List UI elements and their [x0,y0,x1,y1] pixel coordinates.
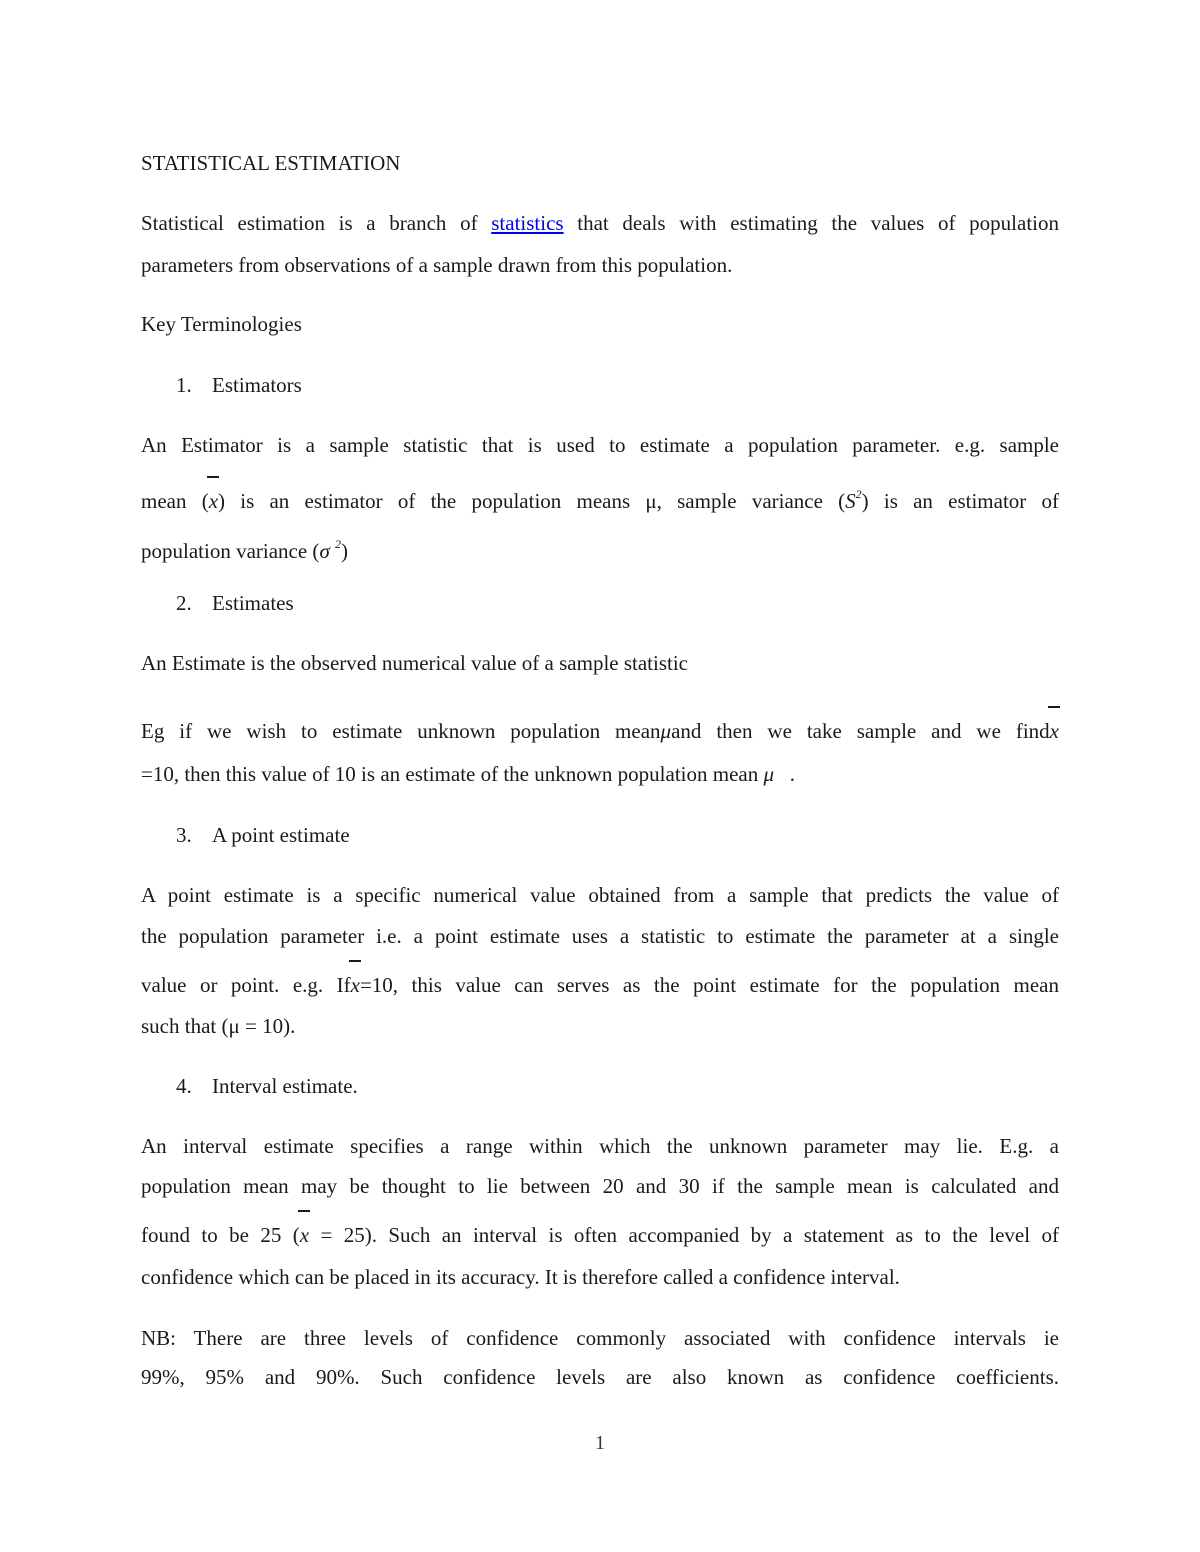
text: ). Such an interval is often accompanied by a statement as to the level of [364,1223,1059,1247]
x-bar-symbol [300,1222,309,1248]
intro-text: Statistical estimation is a branch of [141,211,492,235]
estimate-definition: An Estimate is the observed numerical value of a sample statistic [141,651,689,675]
list-label: Estimates [212,591,294,615]
symbol-text: x [350,973,360,997]
point-line-4: such that (μ = 10). [141,1014,296,1038]
list-item-interval-estimate [176,1073,358,1099]
x-bar-symbol [1050,718,1059,744]
interval-line-1: An interval estimate specifies a range within which the unknown parameter may lie. E.g. a [141,1134,1059,1158]
text: and then we take sample and we find [671,719,1050,743]
interval-line-3 [141,1222,1059,1248]
s-squared-symbol [845,481,862,514]
nb-line-2: 99%, 95% and 90%. Such confidence levels are also known as confidence coefficients. [141,1365,1059,1389]
symbol-text: x [299,1223,310,1247]
estimate-example-line-2 [141,761,1059,787]
text: found to be 25 ( [141,1223,300,1247]
x-bar-symbol [351,972,360,998]
list-number: 4. [176,1074,192,1098]
symbol-text: x [208,489,219,513]
text: ) is an estimator of the population means μ, sample variance ( [218,489,846,513]
text: value or point. e.g. If [141,973,351,997]
page-number: 1 [595,1432,605,1454]
list-label: Estimators [212,373,302,397]
exponent: 2 [335,537,342,551]
text: mean ( [141,489,209,513]
sigma-squared-symbol [319,531,341,564]
list-item-point-estimate [176,822,350,848]
point-line-3 [141,972,1059,998]
list-label: A point estimate [212,823,350,847]
estimator-line-3 [141,531,1059,564]
list-number: 3. [176,823,192,847]
text: Eg if we wish to estimate unknown population mean [141,719,661,743]
estimate-example-line-1 [141,718,1059,744]
list-item-estimators [176,372,302,398]
symbol-text: σ [319,539,330,563]
list-number: 2. [176,591,192,615]
mu-symbol: μ [763,762,775,786]
point-line-1: A point estimate is a specific numerical value obtained from a sample that predicts the value of [141,883,1059,907]
equation-text: = 25 [309,1223,365,1247]
text: population variance ( [141,539,320,563]
list-label: Interval estimate. [212,1074,358,1098]
mu-symbol: μ [660,719,672,743]
interval-line-4: confidence which can be placed in its accuracy. It is therefore called a confidence interval. [141,1265,900,1289]
text: ) is an estimator of [861,489,1059,513]
exponent: 2 [855,487,862,501]
list-item-estimates [176,590,294,616]
intro-line-2: parameters from observations of a sample drawn from this population. [141,253,733,277]
statistics-link[interactable]: statistics [491,211,564,235]
document-title: STATISTICAL ESTIMATION [141,151,401,175]
estimator-line-2 [141,481,1059,514]
interval-line-2: population mean may be thought to lie between 20 and 30 if the sample mean is calculated and [141,1174,1059,1198]
symbol-text: x [1049,719,1059,743]
intro-text: that deals with estimating the values of population [563,211,1059,235]
symbol-text: S [845,489,856,513]
x-bar-symbol [209,488,218,514]
list-number: 1. [176,373,192,397]
estimator-line-1: An Estimator is a sample statistic that is used to estimate a population parameter. e.g. sample [141,433,1059,457]
point-line-2: the population parameter i.e. a point estimate uses a statistic to estimate the parameter at a single [141,924,1059,948]
text: ) [341,539,349,563]
text: . [789,762,796,786]
nb-line-1: NB: There are three levels of confidence commonly associated with confidence intervals ie [141,1326,1059,1350]
text: =10, then this value of 10 is an estimate of the unknown population mean [141,762,759,786]
intro-line-1 [141,210,1059,236]
key-terminologies-heading: Key Terminologies [141,312,302,336]
text: =10, this value can serves as the point estimate for the population mean [359,973,1059,997]
